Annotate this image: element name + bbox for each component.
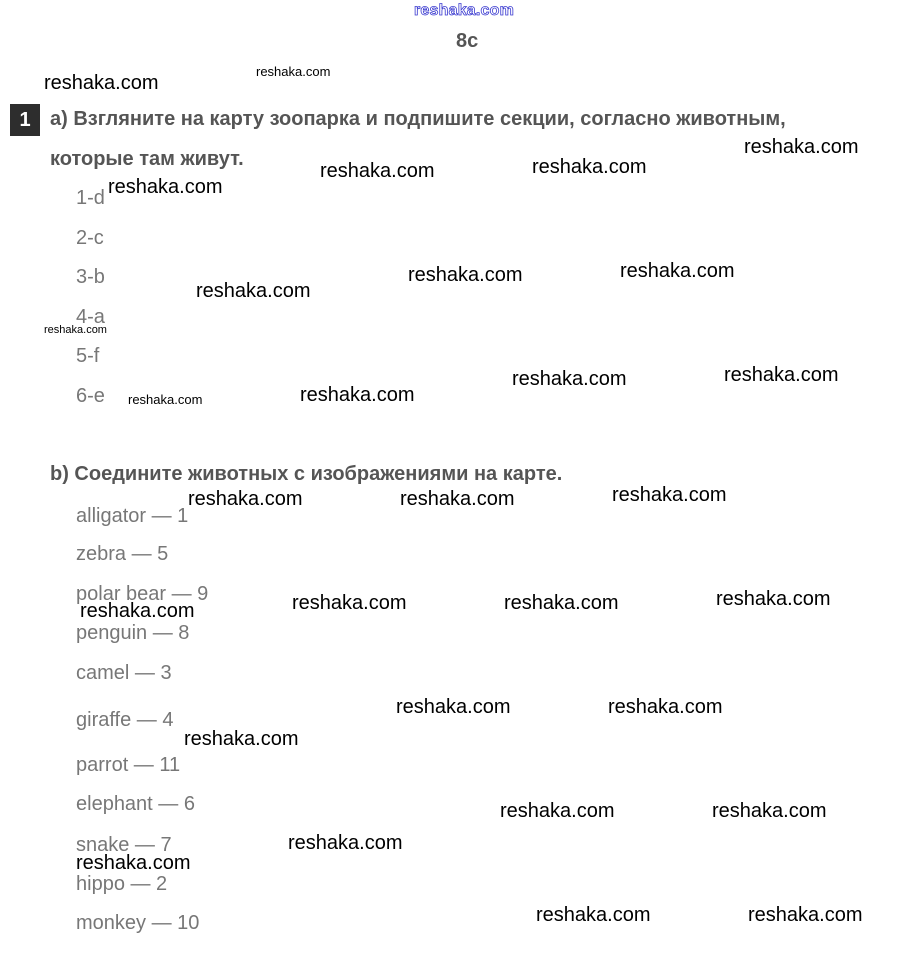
watermark: reshaka.com xyxy=(400,488,515,510)
watermark: reshaka.com xyxy=(620,260,735,282)
answer-a-6: 6-e xyxy=(76,385,105,407)
watermark: reshaka.com xyxy=(188,488,303,510)
watermark: reshaka.com xyxy=(712,800,827,822)
answer-a-5: 5-f xyxy=(76,345,100,367)
watermark: reshaka.com xyxy=(80,600,195,622)
task-a-instruction-line1: a) Взгляните на карту зоопарка и подпишите секции, согласно животным, xyxy=(50,108,786,130)
watermark: reshaka.com xyxy=(744,136,859,158)
answer-a-1: 1-d xyxy=(76,187,105,209)
answer-b-parrot: parrot — 11 xyxy=(76,754,181,776)
watermark: reshaka.com xyxy=(184,728,299,750)
answer-b-penguin: penguin — 8 xyxy=(76,622,190,644)
watermark: reshaka.com xyxy=(288,832,403,854)
answer-b-zebra: zebra — 5 xyxy=(76,543,169,565)
task-b-instruction: b) Соедините животных с изображениями на карте. xyxy=(50,463,563,485)
watermark: reshaka.com xyxy=(724,364,839,386)
watermark: reshaka.com xyxy=(408,264,523,286)
answer-b-monkey: monkey — 10 xyxy=(76,912,200,934)
watermark: reshaka.com xyxy=(256,64,331,79)
watermark: reshaka.com xyxy=(608,696,723,718)
exercise-number-badge: 1 xyxy=(10,104,40,136)
answer-b-elephant: elephant — 6 xyxy=(76,793,195,815)
watermark: reshaka.com xyxy=(716,588,831,610)
watermark: reshaka.com xyxy=(532,156,647,178)
watermark: reshaka.com xyxy=(300,384,415,406)
watermark: reshaka.com xyxy=(536,904,651,926)
watermark: reshaka.com xyxy=(748,904,863,926)
watermark: reshaka.com xyxy=(612,484,727,506)
answer-b-polar-bear: polar bear — 9 xyxy=(76,583,209,605)
answer-b-alligator: alligator — 1 xyxy=(76,505,189,527)
watermark: reshaka.com xyxy=(108,176,223,198)
answer-b-snake: snake — 7 xyxy=(76,834,172,856)
watermark: reshaka.com xyxy=(44,324,107,336)
answer-a-4: 4-a xyxy=(76,306,105,328)
page-heading: 8c xyxy=(456,30,479,52)
watermark: reshaka.com xyxy=(196,280,311,302)
watermark: reshaka.com xyxy=(512,368,627,390)
watermark: reshaka.com xyxy=(320,160,435,182)
watermark: reshaka.com xyxy=(504,592,619,614)
watermark: reshaka.com xyxy=(292,592,407,614)
answer-b-giraffe: giraffe — 4 xyxy=(76,709,174,731)
answer-b-hippo: hippo — 2 xyxy=(76,873,168,895)
watermark: reshaka.com xyxy=(128,392,203,407)
watermark: reshaka.com xyxy=(396,696,511,718)
answer-a-3: 3-b xyxy=(76,266,105,288)
answer-a-2: 2-c xyxy=(76,227,104,249)
watermark: reshaka.com xyxy=(44,72,159,94)
site-logo-link[interactable]: reshaka.com xyxy=(414,2,515,19)
task-a-instruction-line2: которые там живут. xyxy=(50,148,244,170)
watermark: reshaka.com xyxy=(76,852,191,874)
watermark: reshaka.com xyxy=(500,800,615,822)
answer-b-camel: camel — 3 xyxy=(76,662,172,684)
